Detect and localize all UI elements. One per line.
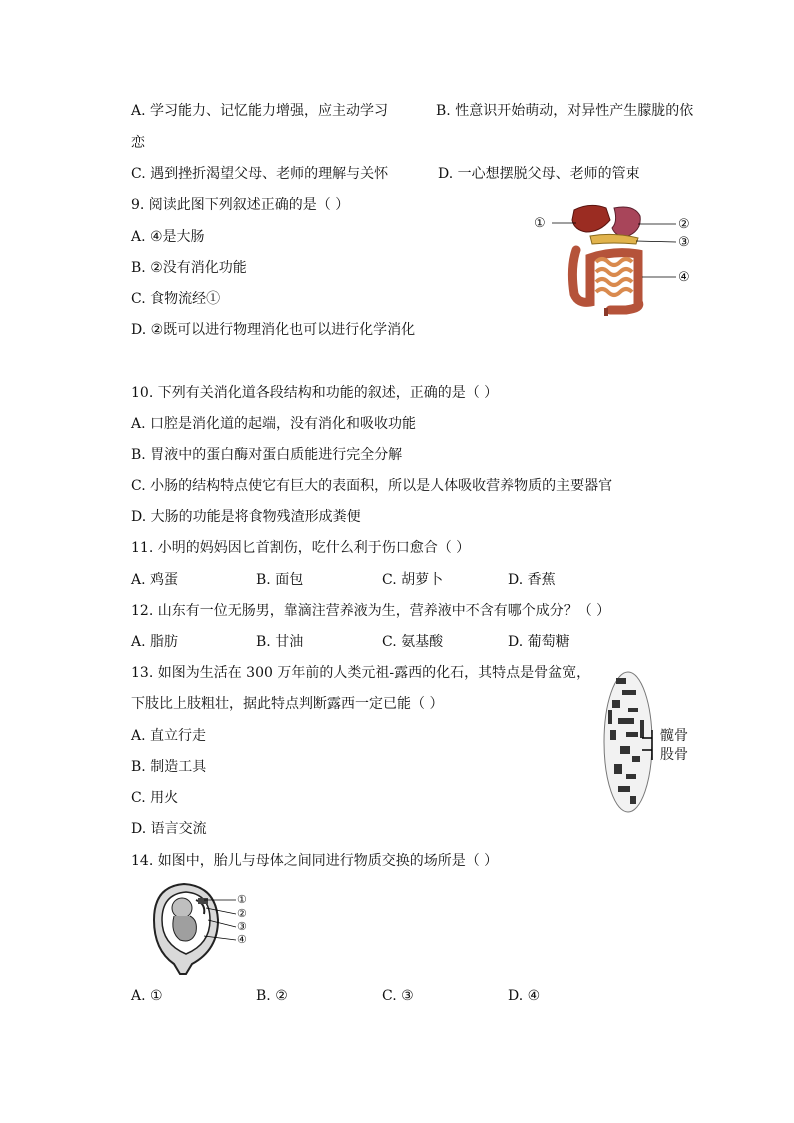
q8-option-b-continued: 恋 <box>131 135 145 151</box>
digestive-label-2: ② <box>678 217 690 232</box>
q9-option-c: C. 食物流经① <box>131 291 221 307</box>
fetus-label-3: ③ <box>237 920 247 933</box>
fetus-label-4: ④ <box>237 933 247 946</box>
q11-option-c: C. 胡萝卜 <box>382 572 444 588</box>
q14-option-a: A. ① <box>131 988 163 1004</box>
q14-option-d: D. ④ <box>508 988 541 1004</box>
fetus-label-1: ① <box>237 893 247 906</box>
q10-option-c: C. 小肠的结构特点使它有巨大的表面积，所以是人体吸收营养物质的主要器官 <box>131 478 613 494</box>
q9-option-d: D. ②既可以进行物理消化也可以进行化学消化 <box>131 322 416 338</box>
q11-stem: 11. 小明的妈妈因匕首割伤，吃什么利于伤口愈合（ ） <box>131 540 471 556</box>
q13-option-b: B. 制造工具 <box>131 759 207 775</box>
q9-stem: 9. 阅读此图下列叙述正确的是（ ） <box>131 197 350 213</box>
q13-option-d: D. 语言交流 <box>131 821 207 837</box>
digestive-label-4: ④ <box>678 270 690 285</box>
q12-option-b: B. 甘油 <box>256 634 304 650</box>
q12-stem: 12. 山东有一位无肠男，靠滴注营养液为生，营养液中不含有哪个成分？（ ） <box>131 603 611 619</box>
q10-option-a: A. 口腔是消化道的起端，没有消化和吸收功能 <box>131 416 417 432</box>
q11-option-d: D. 香蕉 <box>508 572 556 588</box>
fetus-label-2: ② <box>237 907 247 920</box>
digestive-label-1: ① <box>534 216 546 231</box>
digestive-label-3: ③ <box>678 235 690 250</box>
q14-stem: 14. 如图中，胎儿与母体之间同进行物质交换的场所是（ ） <box>131 853 499 869</box>
q8-option-c: C. 遇到挫折渴望父母、老师的理解与关怀 <box>131 166 389 182</box>
q12-option-c: C. 氨基酸 <box>382 634 444 650</box>
q14-option-c: C. ③ <box>382 988 414 1004</box>
q12-option-a: A. 脂肪 <box>131 634 179 650</box>
q12-option-d: D. 葡萄糖 <box>508 634 570 650</box>
q11-option-a: A. 鸡蛋 <box>131 572 179 588</box>
q8-option-a: A. 学习能力、记忆能力增强，应主动学习 <box>131 103 389 119</box>
q8-option-b: B. 性意识开始萌动，对异性产生朦胧的依 <box>436 103 694 119</box>
digestive-system-figure <box>530 198 700 318</box>
q14-option-b: B. ② <box>256 988 288 1004</box>
q9-option-a: A. ④是大肠 <box>131 229 205 245</box>
q13-stem-line2: 下肢比上肢粗壮，据此特点判断露西一定已能（ ） <box>131 696 444 712</box>
q9-option-b: B. ②没有消化功能 <box>131 260 247 276</box>
q13-option-c: C. 用火 <box>131 790 179 806</box>
lucy-fossil-figure <box>600 670 700 815</box>
q8-option-d: D. 一心想摆脱父母、老师的管束 <box>438 166 640 182</box>
hip-bone-label: 髋骨 <box>660 728 688 744</box>
fossil-bracket-lines <box>640 728 658 762</box>
q10-option-d: D. 大肠的功能是将食物残渣形成粪便 <box>131 509 361 525</box>
q10-option-b: B. 胃液中的蛋白酶对蛋白质能进行完全分解 <box>131 447 403 463</box>
q13-option-a: A. 直立行走 <box>131 728 207 744</box>
q11-option-b: B. 面包 <box>256 572 304 588</box>
fetus-figure <box>134 880 254 975</box>
q10-stem: 10. 下列有关消化道各段结构和功能的叙述，正确的是（ ） <box>131 385 499 401</box>
femur-label: 股骨 <box>660 747 688 763</box>
q13-stem-line1: 13. 如图为生活在 300 万年前的人类元祖-露西的化石，其特点是骨盆宽， <box>131 665 591 681</box>
fetus-uterus-illustration <box>134 880 254 975</box>
digestive-system-illustration <box>530 198 700 318</box>
